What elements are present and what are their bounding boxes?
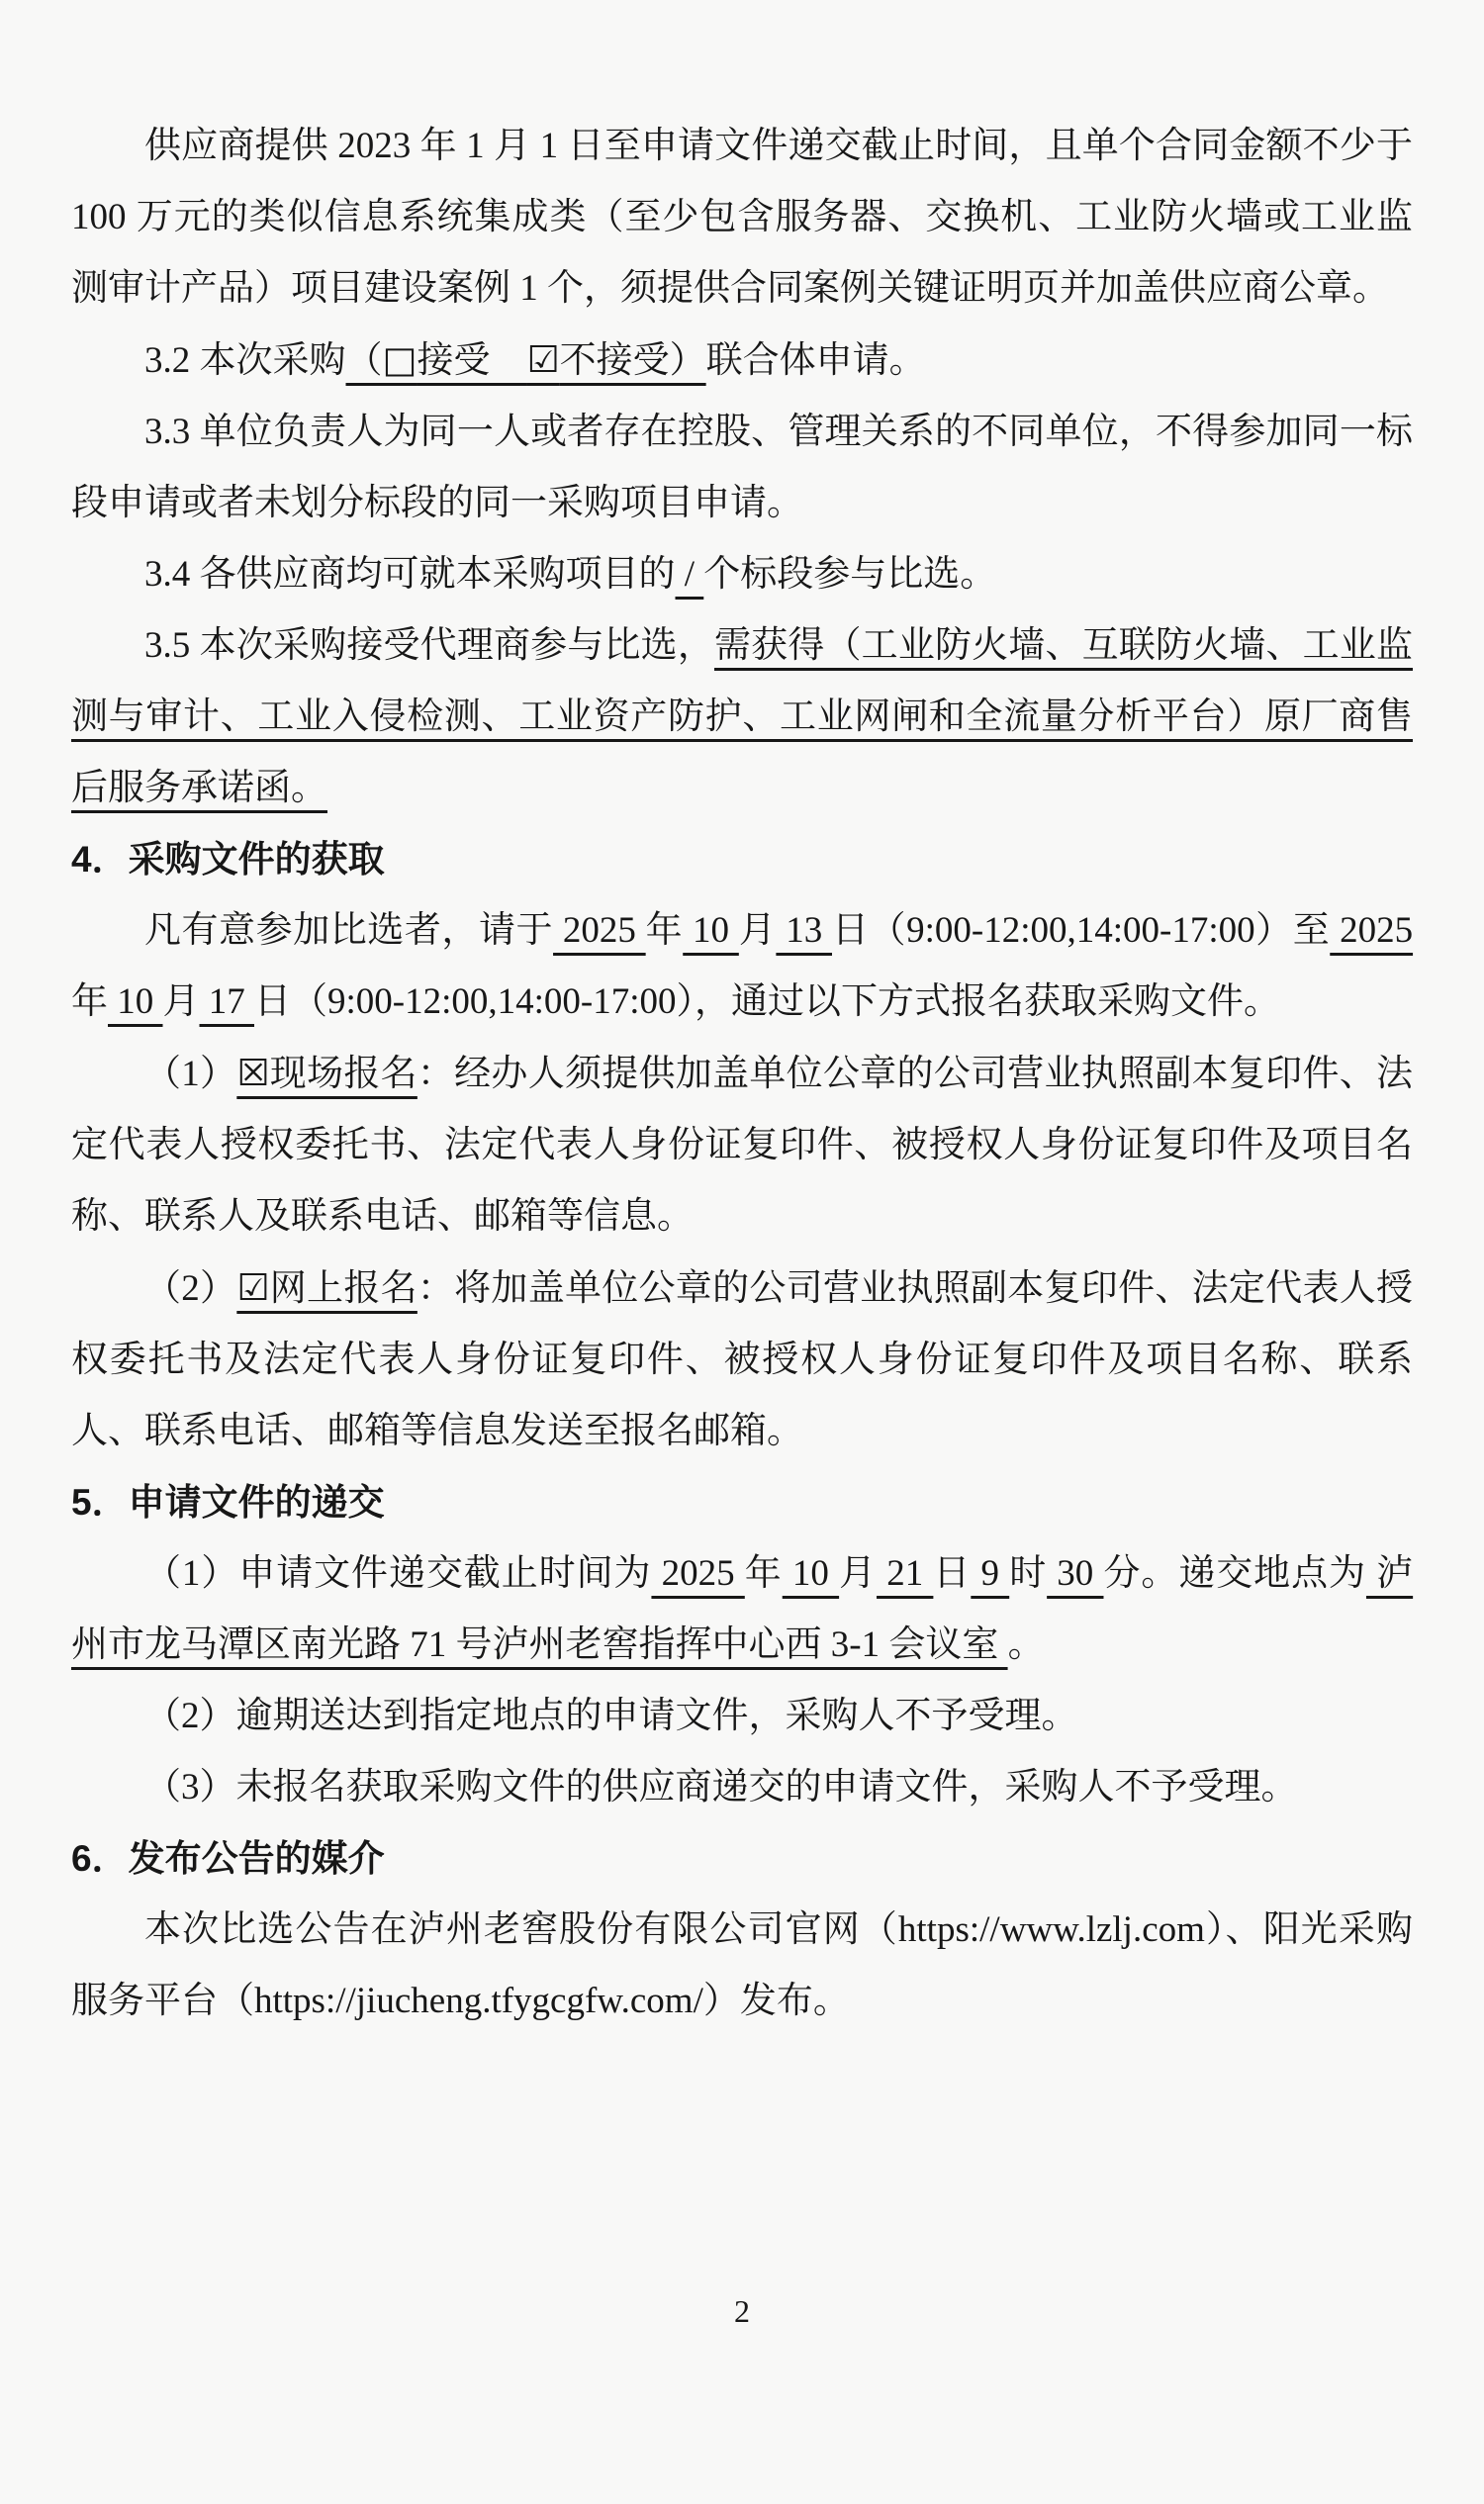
item-submission-deadline (71, 1538, 1413, 1681)
deadline-text-7: 。 (1007, 1624, 1045, 1665)
page-footer (0, 2291, 1484, 2331)
onsite-registration-text: ：经办人须提供加盖单位公章的公司营业执照副本复印件、法定代表人授权委托书、法定代表人身份证复印件、被授权人身份证复印件及项目名称、联系人及联系电话、邮箱等信息。 (71, 1054, 1414, 1237)
item-late-submission: （2）逾期送达到指定地点的申请文件，采购人不予受理。 (144, 1696, 1078, 1736)
blank-submission-address: 泸州市龙马潭区南光路 71 号泸州老窖指挥中心西 3-1 会议室 (71, 1553, 1414, 1665)
paren-open: （ (345, 340, 383, 381)
onsite-registration-label (236, 1054, 417, 1094)
blank-start-day: 13 (776, 910, 832, 951)
checkbox-checked-icon: ☑ (236, 1266, 270, 1309)
acquisition-text-5: 年 (71, 981, 108, 1022)
online-registration-label (236, 1268, 417, 1309)
acquisition-text-6: 月 (162, 981, 200, 1022)
deadline-text-2: 年 (744, 1553, 783, 1594)
deadline-text-6: 分。递交地点为 (1103, 1553, 1366, 1594)
checkbox-crossed-icon: ☒ (236, 1052, 270, 1094)
accept-option-label: 接受 (417, 340, 527, 381)
deadline-text-3: 月 (839, 1553, 878, 1594)
document-body (71, 111, 1413, 2037)
acquisition-text-7: 日（9:00-12:00,14:00-17:00），通过以下方式报名获取采购文件。 (254, 981, 1281, 1022)
reject-option-label: 不接受） (559, 340, 706, 381)
acquisition-text-4: 日（9:00-12:00,14:00-17:00）至 (832, 910, 1331, 951)
checkbox-checked-icon: ☑ (526, 338, 560, 381)
item-2-number: （2） (144, 1268, 237, 1309)
clause-3-3: 3.3 单位负责人为同一人或者存在控股、管理关系的不同单位，不得参加同一标段申请或者未划分标段的同一采购项目申请。 (71, 412, 1413, 523)
acquisition-text-1: 凡有意参加比选者，请于 (144, 910, 554, 951)
deadline-text-4: 日 (933, 1553, 972, 1594)
onsite-label-text: 现场报名 (269, 1054, 417, 1094)
deadline-text-1: （1）申请文件递交截止时间为 (144, 1553, 652, 1594)
section-5-heading: 5．申请文件的递交 (71, 1482, 385, 1523)
paragraph-document-acquisition (71, 895, 1413, 1038)
item-1-number: （1） (144, 1054, 237, 1094)
blank-end-day: 17 (199, 981, 254, 1022)
checkbox-unchecked-icon: □ (382, 338, 417, 381)
online-registration-text: ：将加盖单位公章的公司营业执照副本复印件、法定代表人授权委托书及法定代表人身份证复印件、被授权人身份证复印件及项目名称、联系人、联系电话、邮箱等信息发送至报名邮箱。 (71, 1268, 1414, 1451)
acquisition-text-2: 年 (645, 910, 684, 951)
clause-3-2-suffix: 联合体申请。 (705, 340, 926, 381)
page-number: 2 (734, 2293, 750, 2329)
blank-start-year: 2025 (553, 910, 646, 951)
clause-3-2-prefix: 3.2 本次采购 (144, 340, 346, 381)
paragraph-announcement-media: 本次比选公告在泸州老窖股份有限公司官网（https://www.lzlj.com）、阳光采购服务平台（https://jiucheng.tfygcgfw.com/）发布。 (71, 1909, 1413, 2021)
blank-deadline-day: 21 (877, 1553, 934, 1594)
deadline-text-5: 时 (1009, 1553, 1048, 1594)
clause-3-5 (71, 610, 1413, 824)
clause-3-4-prefix: 3.4 各供应商均可就本采购项目的 (144, 554, 676, 595)
blank-lot-count: / (675, 554, 704, 595)
acquisition-text-3: 月 (738, 910, 777, 951)
clause-3-5-underlined-requirement: 需获得（工业防火墙、互联防火墙、工业监测与审计、工业入侵检测、工业资产防护、工业网闸和全流量分析平台）原厂商售后服务承诺函。 (71, 625, 1413, 808)
paragraph-qualification-requirements: 供应商提供 2023 年 1 月 1 日至申请文件递交截止时间，且单个合同金额不少于 100 万元的类似信息系统集成类（至少包含服务器、交换机、工业防火墙或工业监测审计产品）项目建设案例 1 个，须提供合同案例关键证明页并加盖供应商公章。 (71, 126, 1413, 309)
section-6-heading: 6．发布公告的媒介 (71, 1838, 385, 1879)
blank-deadline-minute: 30 (1047, 1553, 1104, 1594)
clause-3-5-prefix: 3.5 本次采购接受代理商参与比选， (144, 625, 714, 666)
item-online-registration (71, 1252, 1413, 1467)
clause-3-2 (71, 325, 1413, 397)
blank-end-month: 10 (108, 981, 163, 1022)
blank-end-year: 2025 (1330, 910, 1414, 951)
item-unregistered-submission: （3）未报名获取采购文件的供应商递交的申请文件，采购人不予受理。 (144, 1767, 1298, 1808)
blank-deadline-year: 2025 (651, 1553, 745, 1594)
clause-3-4 (71, 539, 1413, 610)
joint-bid-options (346, 340, 706, 381)
section-4-heading: 4．采购文件的获取 (71, 839, 385, 880)
online-label-text: 网上报名 (269, 1268, 417, 1309)
item-onsite-registration (71, 1038, 1413, 1252)
clause-3-4-suffix: 个标段参与比选。 (703, 554, 997, 595)
blank-deadline-hour: 9 (971, 1553, 1010, 1594)
blank-start-month: 10 (683, 910, 739, 951)
blank-deadline-month: 10 (782, 1553, 840, 1594)
